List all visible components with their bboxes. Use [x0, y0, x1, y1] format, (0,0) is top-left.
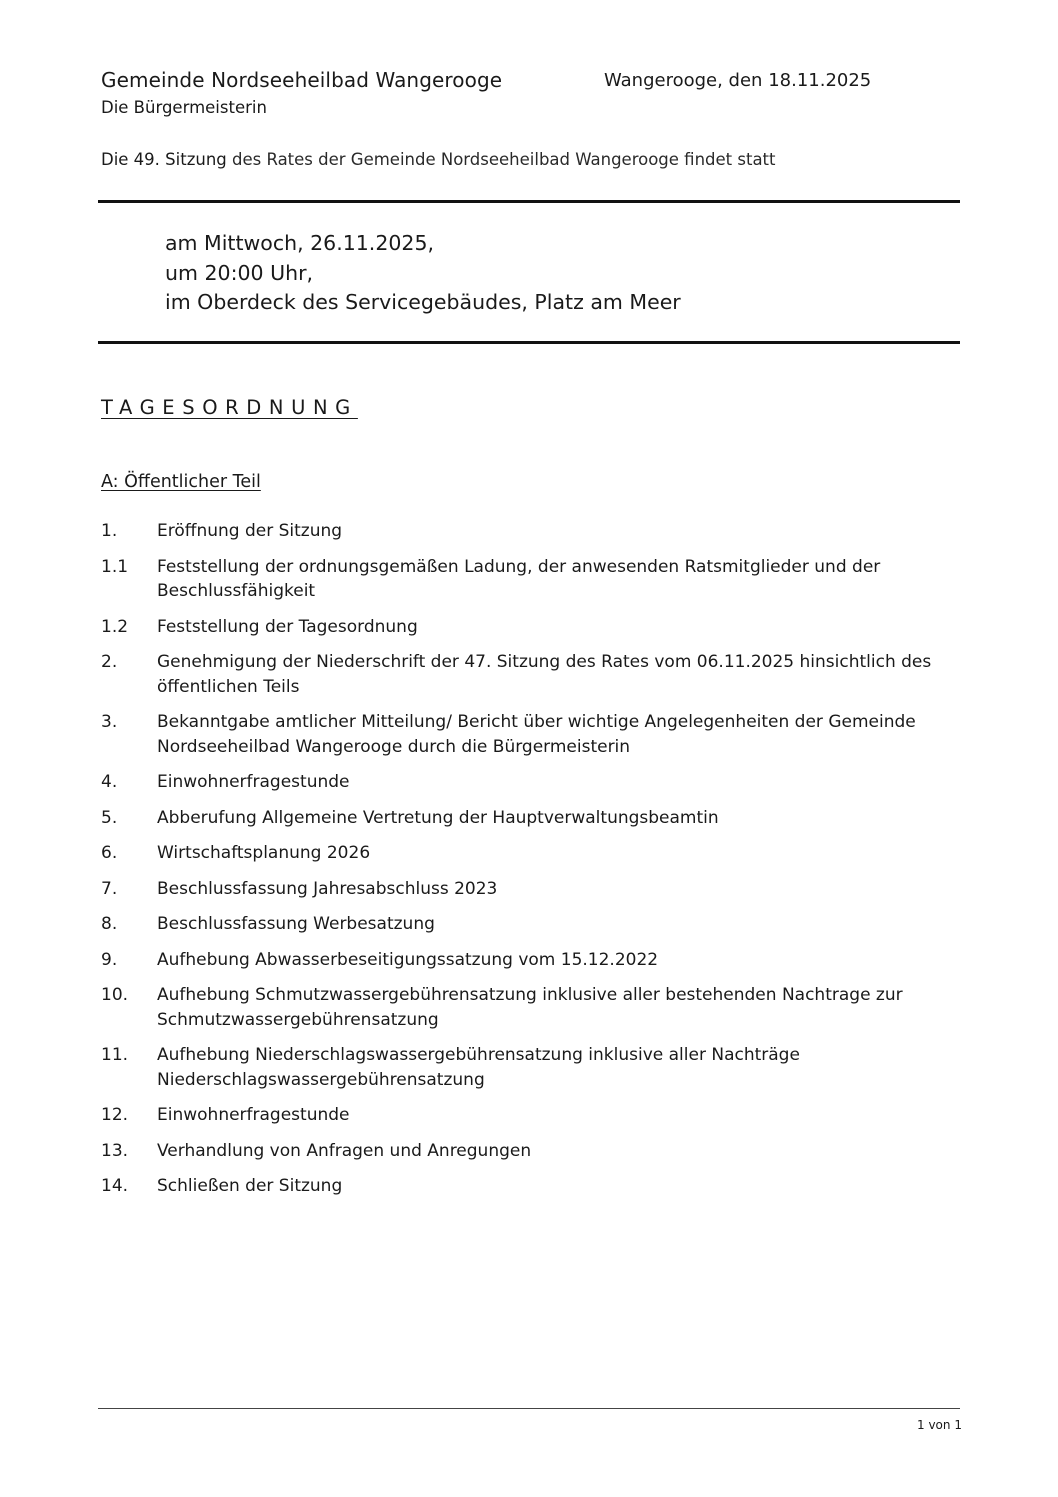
meeting-place: im Oberdeck des Servicegebäudes, Platz am Meer [165, 290, 681, 314]
agenda-item [101, 841, 941, 866]
agenda-item-number: 9. [101, 949, 118, 970]
agenda-item [101, 650, 941, 699]
divider-bottom [98, 341, 960, 344]
divider-top [98, 200, 960, 203]
meeting-date: am Mittwoch, 26.11.2025, [165, 231, 435, 255]
agenda-item-number: 1.2 [101, 616, 129, 637]
agenda-item-text: Eröffnung der Sitzung [157, 521, 343, 541]
agenda-list [101, 519, 941, 1210]
agenda-item-text: Beschlussfassung Werbesatzung [157, 914, 435, 934]
agenda-item-text: Aufhebung Abwasserbeseitigungssatzung vom 15.12.2022 [157, 949, 659, 970]
intro-rest: des Rates der Gemeinde Nordseeheilbad Wangerooge findet statt [226, 150, 776, 169]
meeting-details [165, 229, 681, 318]
agenda-item-text: Verhandlung von Anfragen und Anregungen [157, 1140, 532, 1161]
agenda-item-number: 12. [101, 1105, 129, 1125]
agenda-item [101, 710, 941, 759]
document-date: Wangerooge, den 18.11.2025 [604, 70, 872, 91]
agenda-item-number: 2. [101, 652, 118, 672]
agenda-title: TAGESORDNUNG [101, 396, 358, 419]
agenda-item-number: 7. [101, 878, 118, 899]
agenda-item [101, 519, 941, 544]
agenda-item [101, 615, 941, 640]
agenda-item [101, 770, 941, 795]
agenda-item-text: Aufhebung Schmutzwassergebührensatzung inklusive aller bestehenden Nachtrage zur Schmutzwassergebührensatzung [157, 985, 903, 1030]
agenda-item-text: Beschlussfassung Jahresabschluss 2023 [157, 878, 498, 899]
agenda-item-number: 10. [101, 985, 129, 1005]
agenda-item [101, 555, 941, 604]
agenda-item [101, 912, 941, 937]
organization-name: Gemeinde Nordseeheilbad Wangerooge [101, 68, 503, 92]
agenda-item-text: Einwohnerfragestunde [157, 1105, 350, 1125]
section-public-title: A: Öffentlicher Teil [101, 472, 261, 492]
meeting-time: um 20:00 Uhr, [165, 260, 314, 285]
agenda-item [101, 1043, 941, 1092]
agenda-item [101, 1174, 941, 1199]
agenda-item-number: 4. [101, 772, 118, 792]
intro-prefix: Die 49. Sitzung [101, 150, 227, 169]
agenda-item [101, 806, 941, 831]
agenda-item [101, 1103, 941, 1128]
agenda-item-number: 8. [101, 914, 118, 934]
agenda-item-number: 14. [101, 1176, 129, 1196]
agenda-item [101, 948, 941, 973]
agenda-item-text: Genehmigung der Niederschrift der 47. Sitzung des Rates vom 06.11.2025 hinsichtlich des öffentlichen Teils [157, 652, 932, 697]
agenda-item-text: Schließen der Sitzung [157, 1176, 343, 1196]
agenda-item-text: Wirtschaftsplanung 2026 [157, 843, 371, 863]
page-number: 1 von 1 [917, 1418, 962, 1432]
agenda-item-number: 5. [101, 807, 118, 828]
organization-subtitle: Die Bürgermeisterin [101, 98, 267, 117]
agenda-item [101, 983, 941, 1032]
agenda-item [101, 877, 941, 902]
agenda-item-number: 6. [101, 843, 118, 863]
agenda-item-number: 13. [101, 1140, 129, 1161]
agenda-item-number: 1.1 [101, 556, 129, 577]
agenda-item-text: Aufhebung Niederschlagswassergebührensatzung inklusive aller Nachträge Niederschlagswassergebührensatzung [157, 1045, 800, 1090]
footer-divider [98, 1408, 960, 1409]
agenda-item-number: 1. [101, 521, 118, 541]
intro-sentence [101, 150, 776, 169]
agenda-item-text: Einwohnerfragestunde [157, 772, 350, 792]
agenda-item-text: Abberufung Allgemeine Vertretung der Hauptverwaltungsbeamtin [157, 807, 719, 828]
agenda-item-text: Feststellung der ordnungsgemäßen Ladung, der anwesenden Ratsmitglieder und der Beschlussfähigkeit [157, 556, 881, 601]
agenda-item-number: 3. [101, 712, 118, 732]
agenda-item-number: 11. [101, 1045, 129, 1065]
agenda-item-text: Bekanntgabe amtlicher Mitteilung/ Bericht über wichtige Angelegenheiten der Gemeinde Nordseeheilbad Wangerooge durch die Bürgermeisterin [157, 712, 916, 757]
agenda-item-text: Feststellung der Tagesordnung [157, 616, 418, 637]
agenda-item [101, 1139, 941, 1164]
